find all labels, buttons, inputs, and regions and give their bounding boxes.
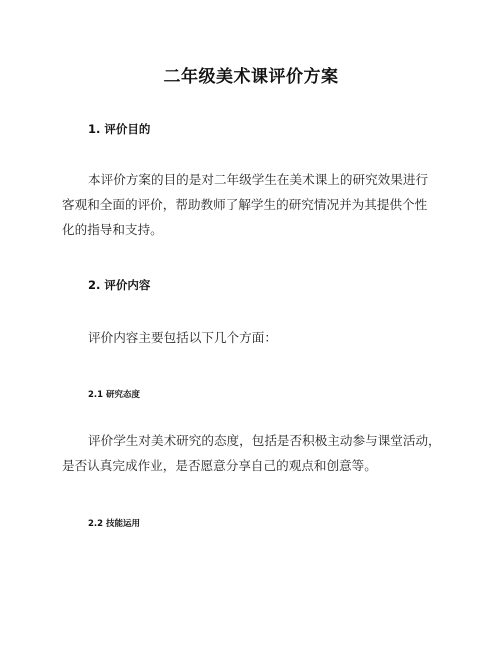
subsection-heading-skills: 2.2 技能运用 bbox=[88, 519, 141, 529]
subsection-heading-attitude: 2.1 研究态度 bbox=[88, 390, 141, 400]
paragraph-line: 本评价方案的目的是对二年级学生在美术课上的研究效果进行 bbox=[88, 172, 429, 187]
section-heading-purpose: 1. 评价目的 bbox=[88, 122, 151, 136]
paragraph-line: 客观和全面的评价，帮助教师了解学生的研究情况并为其提供个性 bbox=[62, 197, 428, 212]
paragraph-line: 是否认真完成作业，是否愿意分享自己的观点和创意等。 bbox=[62, 458, 377, 473]
paragraph-line: 化的指导和支持。 bbox=[62, 222, 163, 237]
document-title: 二年级美术课评价方案 bbox=[163, 67, 339, 87]
paragraph-line: 评价内容主要包括以下几个方面： bbox=[88, 330, 277, 345]
paragraph-line: 评价学生对美术研究的态度，包括是否积极主动参与课堂活动， bbox=[88, 433, 441, 448]
section-heading-content: 2. 评价内容 bbox=[88, 278, 151, 292]
